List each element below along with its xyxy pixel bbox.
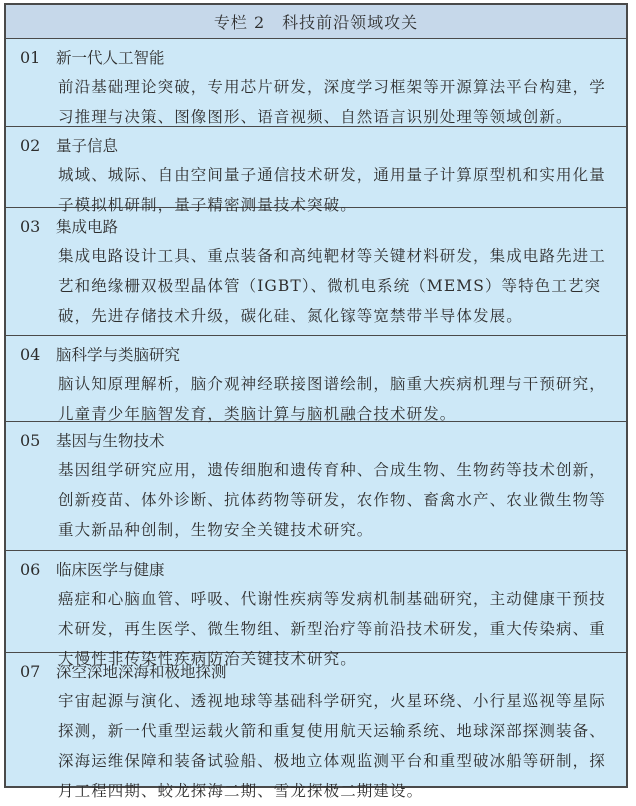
section-title: 基因与生物技术: [56, 432, 165, 450]
section-text-line: 探测，新一代重型运载火箭和重复使用航天运输系统、地球深部探测装备、: [58, 722, 606, 740]
section-number: 02: [20, 135, 41, 155]
section-number: 04: [20, 344, 41, 364]
section-title: 集成电路: [56, 218, 119, 236]
section-text-line: 术研发，再生医学、微生物组、新型治疗等前沿技术研发，重大传染病、重: [58, 620, 606, 638]
section-text-line: 重大新品种创制，生物安全关键技术研究。: [58, 521, 374, 539]
section-text-line: 城域、城际、自由空间量子通信技术研发，通用量子计算原型机和实用化量: [58, 166, 606, 184]
section-list: [6, 39, 626, 800]
section-04: [6, 336, 626, 422]
section-text-line: 儿童青少年脑智发育，类脑计算与脑机融合技术研发。: [58, 405, 457, 423]
section-heading: [6, 130, 626, 160]
section-06: [6, 551, 626, 668]
section-heading: [6, 425, 626, 455]
section-text-line: 破，先进存储技术升级，碳化硅、氮化镓等宽禁带半导体发展。: [58, 307, 523, 325]
section-text-line: 习推理与决策、图像图形、语音视频、自然语言识别处理等领域创新。: [58, 108, 573, 126]
column-title: 专栏 2 科技前沿领域攻关: [213, 13, 419, 32]
section-heading: [6, 339, 626, 369]
section-text-line: 月工程四期、蛟龙探海二期、雪龙探极二期建设。: [58, 782, 424, 800]
section-text-line: 大慢性非传染性疾病防治关键技术研究。: [58, 650, 357, 668]
section-text-line: 脑认知原理解析，脑介观神经联接图谱绘制，脑重大疾病机理与干预研究，: [58, 375, 606, 393]
section-text-line: 癌症和心脑血管、呼吸、代谢性疾病等发病机制基础研究，主动健康干预技: [58, 590, 606, 608]
section-title: 临床医学与健康: [56, 561, 165, 579]
section-title: 脑科学与类脑研究: [56, 346, 181, 364]
section-text-line: 深海运维保障和装备试验船、极地立体观监测平台和重型破冰船等研制，探: [58, 752, 606, 770]
section-number: 05: [20, 430, 41, 450]
column-box: [4, 3, 628, 800]
section-text-line: 创新疫苗、体外诊断、抗体药物等研发，农作物、畜禽水产、农业微生物等: [58, 491, 606, 509]
section-text-line: 前沿基础理论突破，专用芯片研发，深度学习框架等开源算法平台构建，学: [58, 78, 606, 96]
column-header: [6, 5, 626, 39]
section-text-line: 子模拟机研制，量子精密测量技术突破。: [58, 196, 357, 214]
section-number: 01: [20, 47, 41, 67]
section-02: [6, 127, 626, 214]
section-05: [6, 422, 626, 551]
section-heading: [6, 42, 626, 72]
section-03: [6, 208, 626, 336]
section-text-line: 基因组学研究应用，遗传细胞和遗传育种、合成生物、生物药等技术创新，: [58, 461, 606, 479]
section-text-line: 艺和绝缘栅双极型晶体管（IGBT）、微机电系统（MEMS）等特色工艺突: [58, 277, 602, 295]
section-text-line: 宇宙起源与演化、透视地球等基础科学研究，火星环绕、小行星巡视等星际: [58, 692, 606, 710]
section-number: 07: [20, 661, 41, 681]
section-heading: [6, 554, 626, 584]
section-01: [6, 39, 626, 127]
section-text-line: 集成电路设计工具、重点装备和高纯靶材等关键材料研发，集成电路先进工: [58, 247, 606, 265]
section-number: 06: [20, 559, 41, 579]
section-title: 新一代人工智能: [56, 49, 165, 67]
section-title: 深空深地深海和极地探测: [56, 663, 227, 681]
section-number: 03: [20, 216, 41, 236]
section-title: 量子信息: [56, 137, 119, 155]
